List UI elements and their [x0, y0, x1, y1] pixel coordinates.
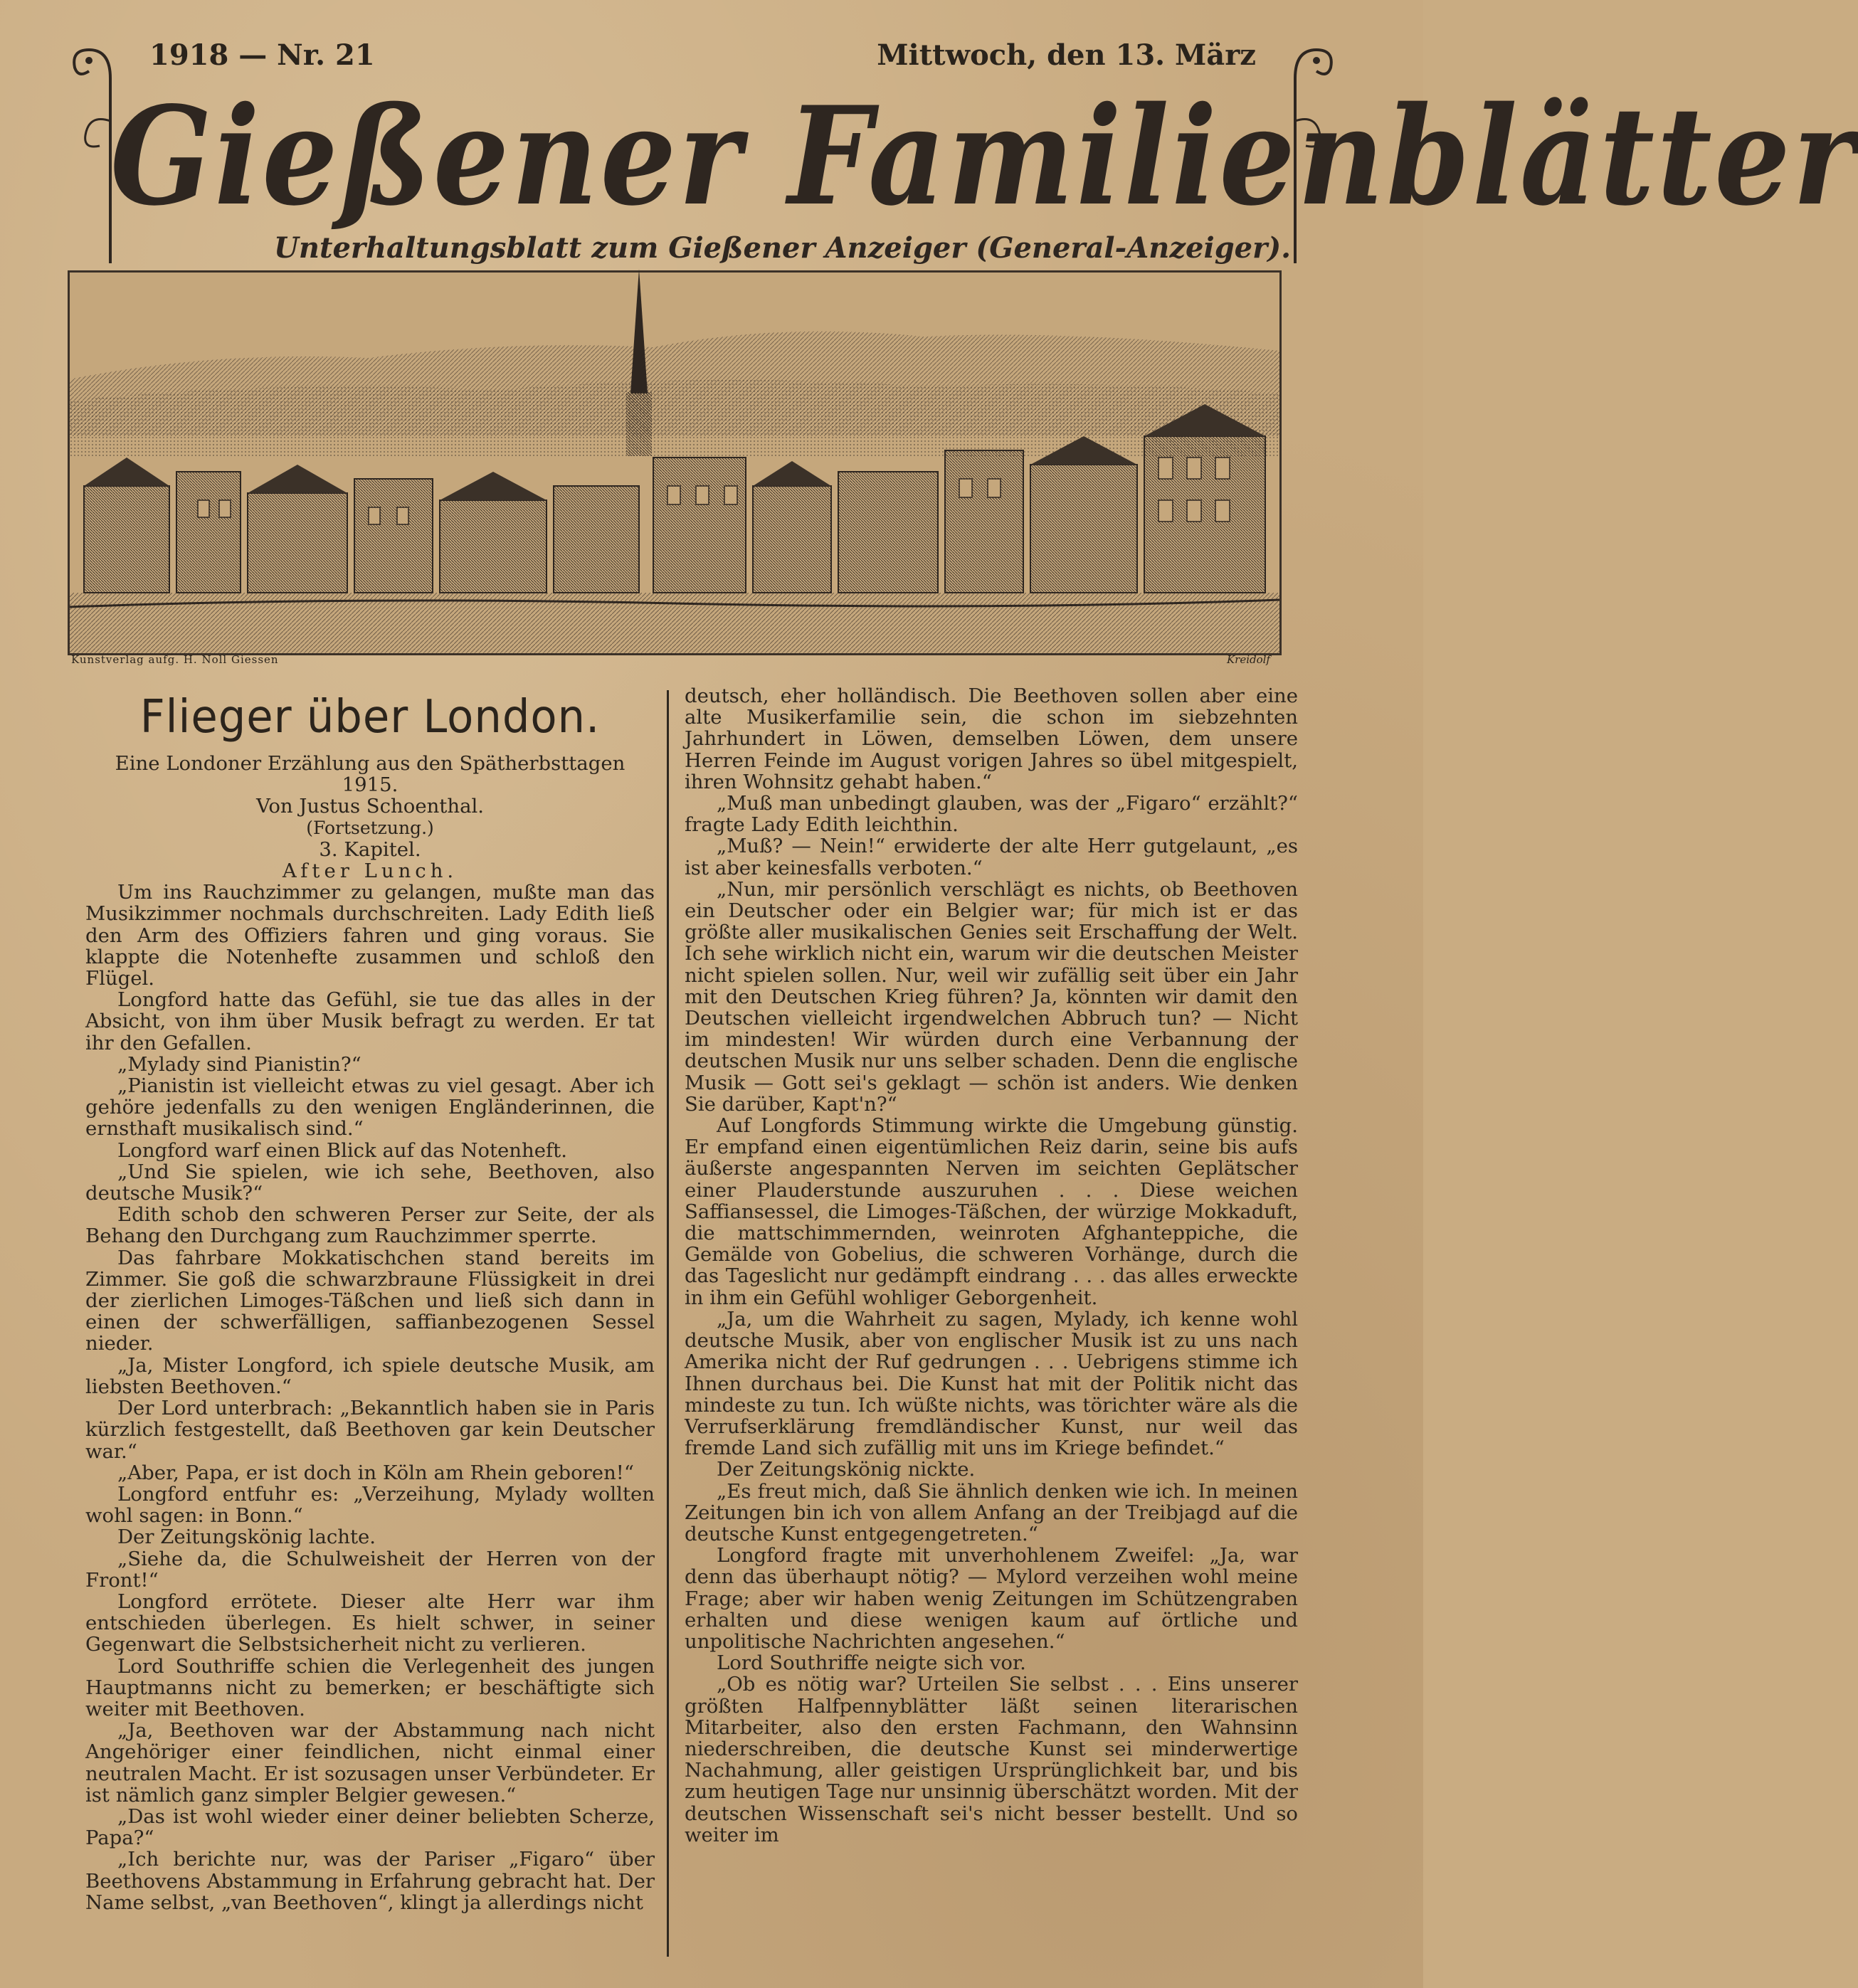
masthead	[68, 28, 1858, 666]
article-continuation: (Fortsetzung.)	[306, 817, 434, 838]
article-headline: Flieger über London.	[139, 691, 601, 744]
paragraph: deutsch, eher holländisch. Die Beethoven sollen aber eine alte Musikerfamilie sein, die schon im siebzehnten Jahrhundert in Löwen, demselben Löwen, dem unsere Herren Feinde im August vorigen Jahres so übel mitgespielt, ihren Wohnsitz gehabt haben.“	[685, 684, 1298, 793]
newspaper-title: Gießener Familienblätter	[110, 77, 1858, 236]
article-intro: Eine Londoner Erzählung aus den Spätherbsttagen 1915.	[115, 752, 626, 797]
paragraph: „Mylady sind Pianistin?“	[117, 1052, 361, 1076]
town-engraving-image	[68, 270, 1282, 655]
newspaper-subtitle: Unterhaltungsblatt zum Gießener Anzeiger (General-Anzeiger).	[274, 231, 1292, 265]
paragraph: Lord Southriffe neigte sich vor.	[717, 1651, 1026, 1675]
paragraph: Longford fragte mit unverhohlenem Zweifel: „Ja, war denn das überhaupt nötig? — Mylord verzeihen wohl meine Frage; aber wir haben wenig Zeitungen im Schützengraben erhalten und diese wenigen kaum auf örtliche und unpolitische Nachrichten angesehen.“	[685, 1544, 1298, 1653]
engraving-credit-right: Kreidolf	[1226, 653, 1270, 666]
paragraph: Lord Southriffe schien die Verlegenheit des jungen Hauptmanns nicht zu bemerken; er beschäftigte sich weiter mit Beethoven.	[85, 1654, 655, 1720]
paragraph: Longford warf einen Blick auf das Notenheft.	[117, 1138, 567, 1162]
paragraph: „Siehe da, die Schulweisheit der Herren von der Front!“	[85, 1547, 655, 1592]
paragraph: „Muß? — Nein!“ erwiderte der alte Herr gutgelaunt, „es ist aber keinesfalls verboten.“	[685, 835, 1298, 879]
paragraph: „Ich berichte nur, was der Pariser „Figaro“ über Beethovens Abstammung in Erfahrung gebracht hat. Der Name selbst, „van Beethoven“, klingt ja allerdings nicht	[85, 1848, 655, 1914]
engraving-credit-left: Kunstverlag aufg. H. Noll Giessen	[71, 653, 279, 666]
paragraph: Longford errötete. Dieser alte Herr war ihm entschieden überlegen. Es hielt schwer, in seiner Gegenwart die Selbstsicherheit nicht zu verlieren.	[85, 1590, 655, 1656]
issue-number: 1918 — Nr. 21	[149, 38, 375, 72]
article-column-right	[685, 685, 1298, 1846]
paragraph: Der Lord unterbrach: „Bekanntlich haben sie in Paris kürzlich festgestellt, daß Beethoven gar kein Deutscher war.“	[85, 1397, 655, 1463]
paragraph: „Pianistin ist vielleicht etwas zu viel gesagt. Aber ich gehöre jedenfalls zu den wenigen Engländerinnen, die ernsthaft musikalisch sind.“	[85, 1074, 655, 1141]
paragraph: Longford entfuhr es: „Verzeihung, Mylady wollten wohl sagen: in Bonn.“	[85, 1482, 655, 1528]
column-divider	[667, 690, 669, 1957]
article-column-left	[85, 683, 655, 1913]
paragraph: Edith schob den schweren Perser zur Seite, der als Behang den Durchgang zum Rauchzimmer sperrte.	[85, 1203, 655, 1248]
paragraph: Das fahrbare Mokkatischchen stand bereits im Zimmer. Sie goß die schwarzbraune Flüssigkeit in drei der zierlichen Limoges-Täßchen und ließ sich dann in einen der schwerfälligen, saffianbezogenen Sessel nieder.	[85, 1246, 655, 1355]
paragraph: „Es freut mich, daß Sie ähnlich denken wie ich. In meinen Zeitungen bin ich von allem Anfang an der Treibjagd auf die deutsche Kunst entgegengetreten.“	[685, 1479, 1298, 1545]
paragraph: Der Zeitungskönig nickte.	[717, 1458, 976, 1481]
paragraph: „Ja, Beethoven war der Abstammung nach nicht Angehöriger einer feindlichen, nicht einmal einer neutralen Macht. Er ist sozusagen unser Verbündeter. Er ist nämlich ganz simpler Belgier gewesen.“	[85, 1719, 655, 1807]
paragraph: „Aber, Papa, er ist doch in Köln am Rhein geboren!“	[117, 1461, 634, 1484]
paragraph: Longford hatte das Gefühl, sie tue das alles in der Absicht, von ihm über Musik befragt zu werden. Er tat ihr den Gefallen.	[85, 988, 655, 1054]
paragraph: „Ja, Mister Longford, ich spiele deutsche Musik, am liebsten Beethoven.“	[85, 1353, 655, 1398]
paragraph: „Ob es nötig war? Urteilen Sie selbst . . . Eins unserer größten Halfpennyblätter läßt seinen literarischen Mitarbeiter, also den ersten Fachmann, den Wahnsinn niederschreiben, die deutsche Kunst sei minderwertige Nachahmung, aller geistigen Ursprünglichkeit bar, und bis zum heutigen Tage nur unsinnig überschätzt worden. Mit der deutschen Wissenschaft sei's nicht besser bestellt. Und so weiter im	[685, 1673, 1298, 1846]
masthead-top-line	[68, 28, 1277, 78]
paragraph: „Muß man unbedingt glauben, was der „Figaro“ erzählt?“ fragte Lady Edith leichthin.	[685, 792, 1298, 837]
paragraph: Der Zeitungskönig lachte.	[117, 1526, 376, 1549]
left-column-body	[85, 882, 655, 1913]
paragraph: „Das ist wohl wieder einer deiner beliebten Scherze, Papa?“	[85, 1804, 655, 1850]
paragraph: „Ja, um die Wahrheit zu sagen, Mylady, ich kenne wohl deutsche Musik, aber von englischer Musik ist zu uns nach Amerika nicht der Ruf gedrungen . . . Uebrigens stimme ich Ihnen durchaus bei. Die Kunst hat mit der Politik nicht das mindeste zu tun. Ich wüßte nichts, was törichter wäre als die Verrufserklärung fremdländischer Kunst, nur weil das fremde Land sich zufällig mit uns im Kriege befindet.“	[685, 1307, 1298, 1460]
article-byline: Von Justus Schoenthal.	[256, 795, 484, 818]
paragraph: „Nun, mir persönlich verschlägt es nichts, ob Beethoven ein Deutscher oder ein Belgier war; für mich ist er das größte aller musikalischen Genies seit Erschaffung der Welt. Ich sehe wirklich nicht ein, warum wir die deutschen Meister nicht spielen sollen. Nur, weil wir zufällig seit über ein Jahr mit den Deutschen Krieg führen? Ja, könnten wir damit den Deutschen vielleicht irgendwelchen Abbruch tun? — Nicht im mindesten! Wir würden durch eine Verbannung der deutschen Musik nur uns selber schaden. Denn die englische Musik — Gott sei's geklagt — schön ist anders. Wie denken Sie darüber, Kapt'n?“	[685, 877, 1298, 1116]
issue-date: Mittwoch, den 13. März	[877, 38, 1256, 72]
paragraph: Auf Longfords Stimmung wirkte die Umgebung günstig. Er empfand einen eigentümlichen Reiz darin, seine bis aufs äußerste angespannten Nerven im seichten Geplätscher einer Plauderstunde auszuruhen . . . Diese weichen Saffiansessel, die Limoges-Täßchen, der würzige Mokkaduft, die mattschimmernden, weinroten Afghanteppiche, die Gemälde von Gobelius, die schweren Vorhänge, durch die das Tageslicht nur gedämpft eindrang . . . das alles erweckte in ihm ein Gefühl wohliger Geborgenheit.	[685, 1114, 1298, 1309]
paragraph: Um ins Rauchzimmer zu gelangen, mußte man das Musikzimmer nochmals durchschreiten. Lady Edith ließ den Arm des Offiziers fahren und ging voraus. Sie klappte die Notenhefte zusammen und schloß den Flügel.	[85, 881, 655, 990]
chapter-number: 3. Kapitel.	[319, 837, 421, 861]
paragraph: „Und Sie spielen, wie ich sehe, Beethoven, also deutsche Musik?“	[85, 1160, 655, 1205]
right-column-body	[685, 685, 1298, 1846]
chapter-title: After Lunch.	[282, 860, 458, 883]
